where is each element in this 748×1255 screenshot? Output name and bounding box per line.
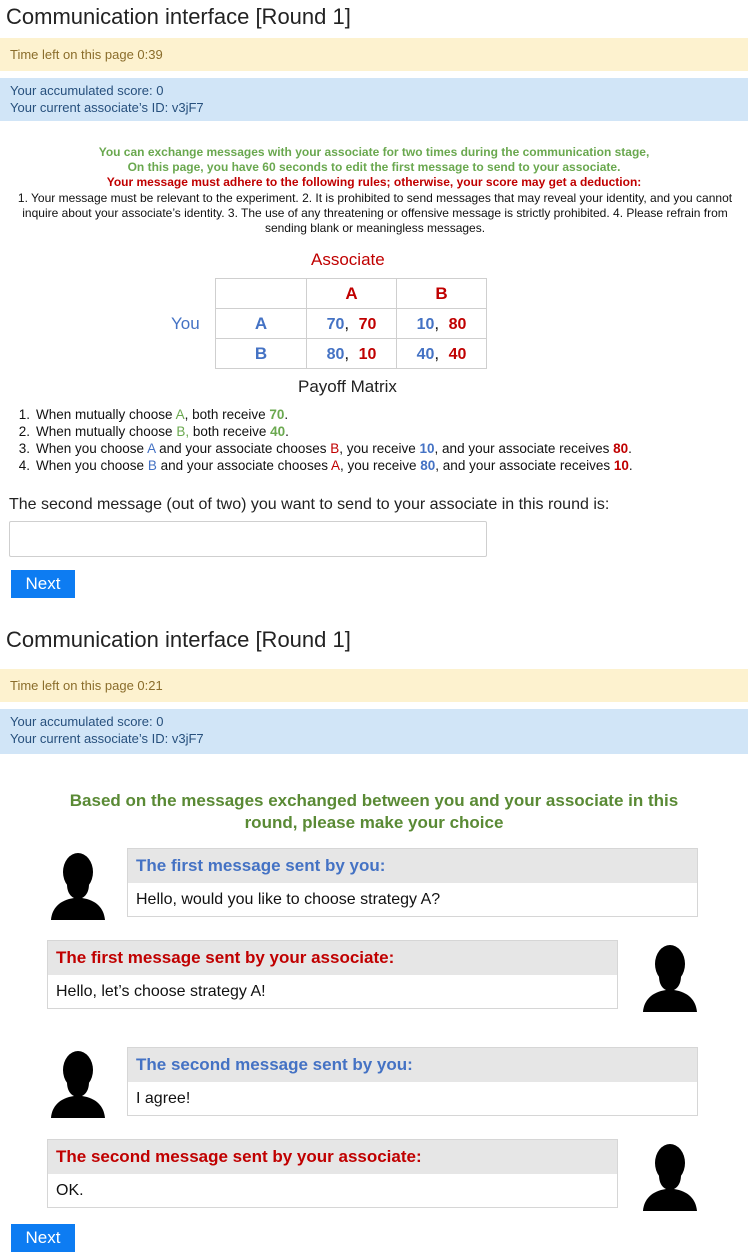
matrix-row-a: A (216, 309, 307, 339)
note-choice: A (330, 458, 340, 473)
note-text: . (284, 407, 289, 422)
message-card-associate-2 (47, 1139, 618, 1208)
matrix-corner (216, 279, 307, 309)
note-text: . (628, 458, 633, 473)
note-item (0, 406, 748, 423)
person-silhouette-icon (642, 1141, 698, 1211)
note-text: When you choose (36, 441, 148, 456)
message-card-associate-1 (47, 940, 618, 1009)
note-number: 1. (18, 407, 30, 422)
note-text: When you choose (36, 458, 148, 473)
payoff-you: 40 (416, 345, 435, 363)
note-choice: B, (176, 424, 190, 439)
note-value: 80 (420, 458, 436, 473)
note-text: and your associate chooses (156, 458, 331, 473)
payoff-associate: 70 (358, 315, 377, 333)
payoff-associate: 10 (358, 345, 377, 363)
note-choice: B (147, 458, 157, 473)
next-button[interactable]: Next (11, 1224, 75, 1252)
payoff-notes (0, 406, 748, 474)
accumulated-score: Your accumulated score: 0 (10, 714, 164, 729)
timer-bar: Time left on this page 0:39 (0, 38, 748, 71)
message-card-you-2 (127, 1047, 698, 1116)
note-text: When mutually choose (36, 424, 177, 439)
payoff-associate: 40 (448, 345, 467, 363)
note-value: 10 (613, 458, 629, 473)
separator: , (344, 343, 350, 363)
matrix-col-b: B (397, 279, 487, 309)
note-text: , you receive (339, 441, 420, 456)
matrix-cell-bb (397, 339, 487, 369)
note-text: , and your associate receives (434, 441, 614, 456)
rules-text: 1. Your message must be relevant to the experiment. 2. It is prohibited to send messages that may reveal your identity, and you cannot inquire about your associate’s identity. 3. The use of any threatening or offensive message is strictly prohibited. 4. Please refrain from sending blank or meaningless messages. (17, 191, 733, 235)
note-text: When mutually choose (36, 407, 176, 422)
message-body: I agree! (136, 1089, 191, 1107)
note-number: 3. (18, 441, 30, 456)
info-bar (0, 709, 748, 754)
person-silhouette-icon (642, 942, 698, 1012)
accumulated-score: Your accumulated score: 0 (10, 83, 164, 98)
message-header: The second message sent by you: (128, 1048, 697, 1082)
you-label: You (171, 314, 200, 333)
person-silhouette-icon (50, 850, 106, 920)
note-choice: A (147, 441, 156, 456)
matrix-cell-ab (397, 309, 487, 339)
note-text: . (628, 441, 632, 456)
info-bar (0, 78, 748, 121)
page-title: Communication interface [Round 1] (6, 627, 351, 652)
message-body: Hello, would you like to choose strategy A? (136, 890, 441, 908)
payoff-you: 70 (326, 315, 345, 333)
note-item (0, 440, 748, 457)
note-text: , you receive (339, 458, 421, 473)
associate-id: Your current associate’s ID: v3jF7 (10, 731, 204, 746)
payoff-you: 80 (326, 345, 345, 363)
separator: , (434, 313, 440, 333)
matrix-row-b: B (216, 339, 307, 369)
timer-bar: Time left on this page 0:21 (0, 669, 748, 702)
associate-label: Associate (311, 250, 385, 269)
note-text: . (285, 424, 289, 439)
page-title: Communication interface [Round 1] (6, 4, 351, 29)
message-header: The first message sent by you: (128, 849, 697, 883)
matrix-cell-ba (307, 339, 397, 369)
message-body: Hello, let’s choose strategy A! (56, 982, 266, 1000)
matrix-cell-aa (307, 309, 397, 339)
associate-id: Your current associate’s ID: v3jF7 (10, 100, 204, 115)
payoff-matrix (215, 278, 487, 369)
instruction-line-3: Your message must adhere to the following rules; otherwise, your score may get a deduction: (106, 175, 642, 189)
payoff-you: 10 (416, 315, 435, 333)
person-silhouette-icon (50, 1048, 106, 1118)
note-choice: A (175, 407, 185, 422)
note-text: , and your associate receives (435, 458, 614, 473)
choice-heading-line-2: round, please make your choice (244, 813, 504, 832)
separator: , (344, 313, 350, 333)
note-number: 2. (18, 424, 30, 439)
matrix-caption: Payoff Matrix (298, 377, 397, 396)
payoff-associate: 80 (448, 315, 467, 333)
message-prompt: The second message (out of two) you want to send to your associate in this round is: (9, 496, 610, 513)
next-button[interactable]: Next (11, 570, 75, 598)
instruction-line-1: You can exchange messages with your associate for two times during the communication stage, (98, 145, 650, 159)
note-text: and your associate chooses (155, 441, 331, 456)
note-value: 40 (270, 424, 286, 439)
note-value: 10 (419, 441, 435, 456)
note-text: , both receive (184, 407, 270, 422)
note-value: 80 (613, 441, 629, 456)
note-value: 70 (269, 407, 285, 422)
note-number: 4. (18, 458, 30, 473)
instruction-line-2: On this page, you have 60 seconds to edit the first message to send to your associate. (127, 160, 621, 174)
note-item (0, 423, 748, 440)
matrix-col-a: A (307, 279, 397, 309)
message-input[interactable] (9, 521, 487, 557)
choice-heading-line-1: Based on the messages exchanged between you and your associate in this (69, 791, 679, 810)
separator: , (434, 343, 440, 363)
note-text: both receive (189, 424, 271, 439)
message-header: The second message sent by your associate: (48, 1140, 617, 1174)
note-choice: B (330, 441, 340, 456)
message-body: OK. (56, 1181, 84, 1199)
message-header: The first message sent by your associate: (48, 941, 617, 975)
message-card-you-1 (127, 848, 698, 917)
note-item (0, 457, 748, 474)
